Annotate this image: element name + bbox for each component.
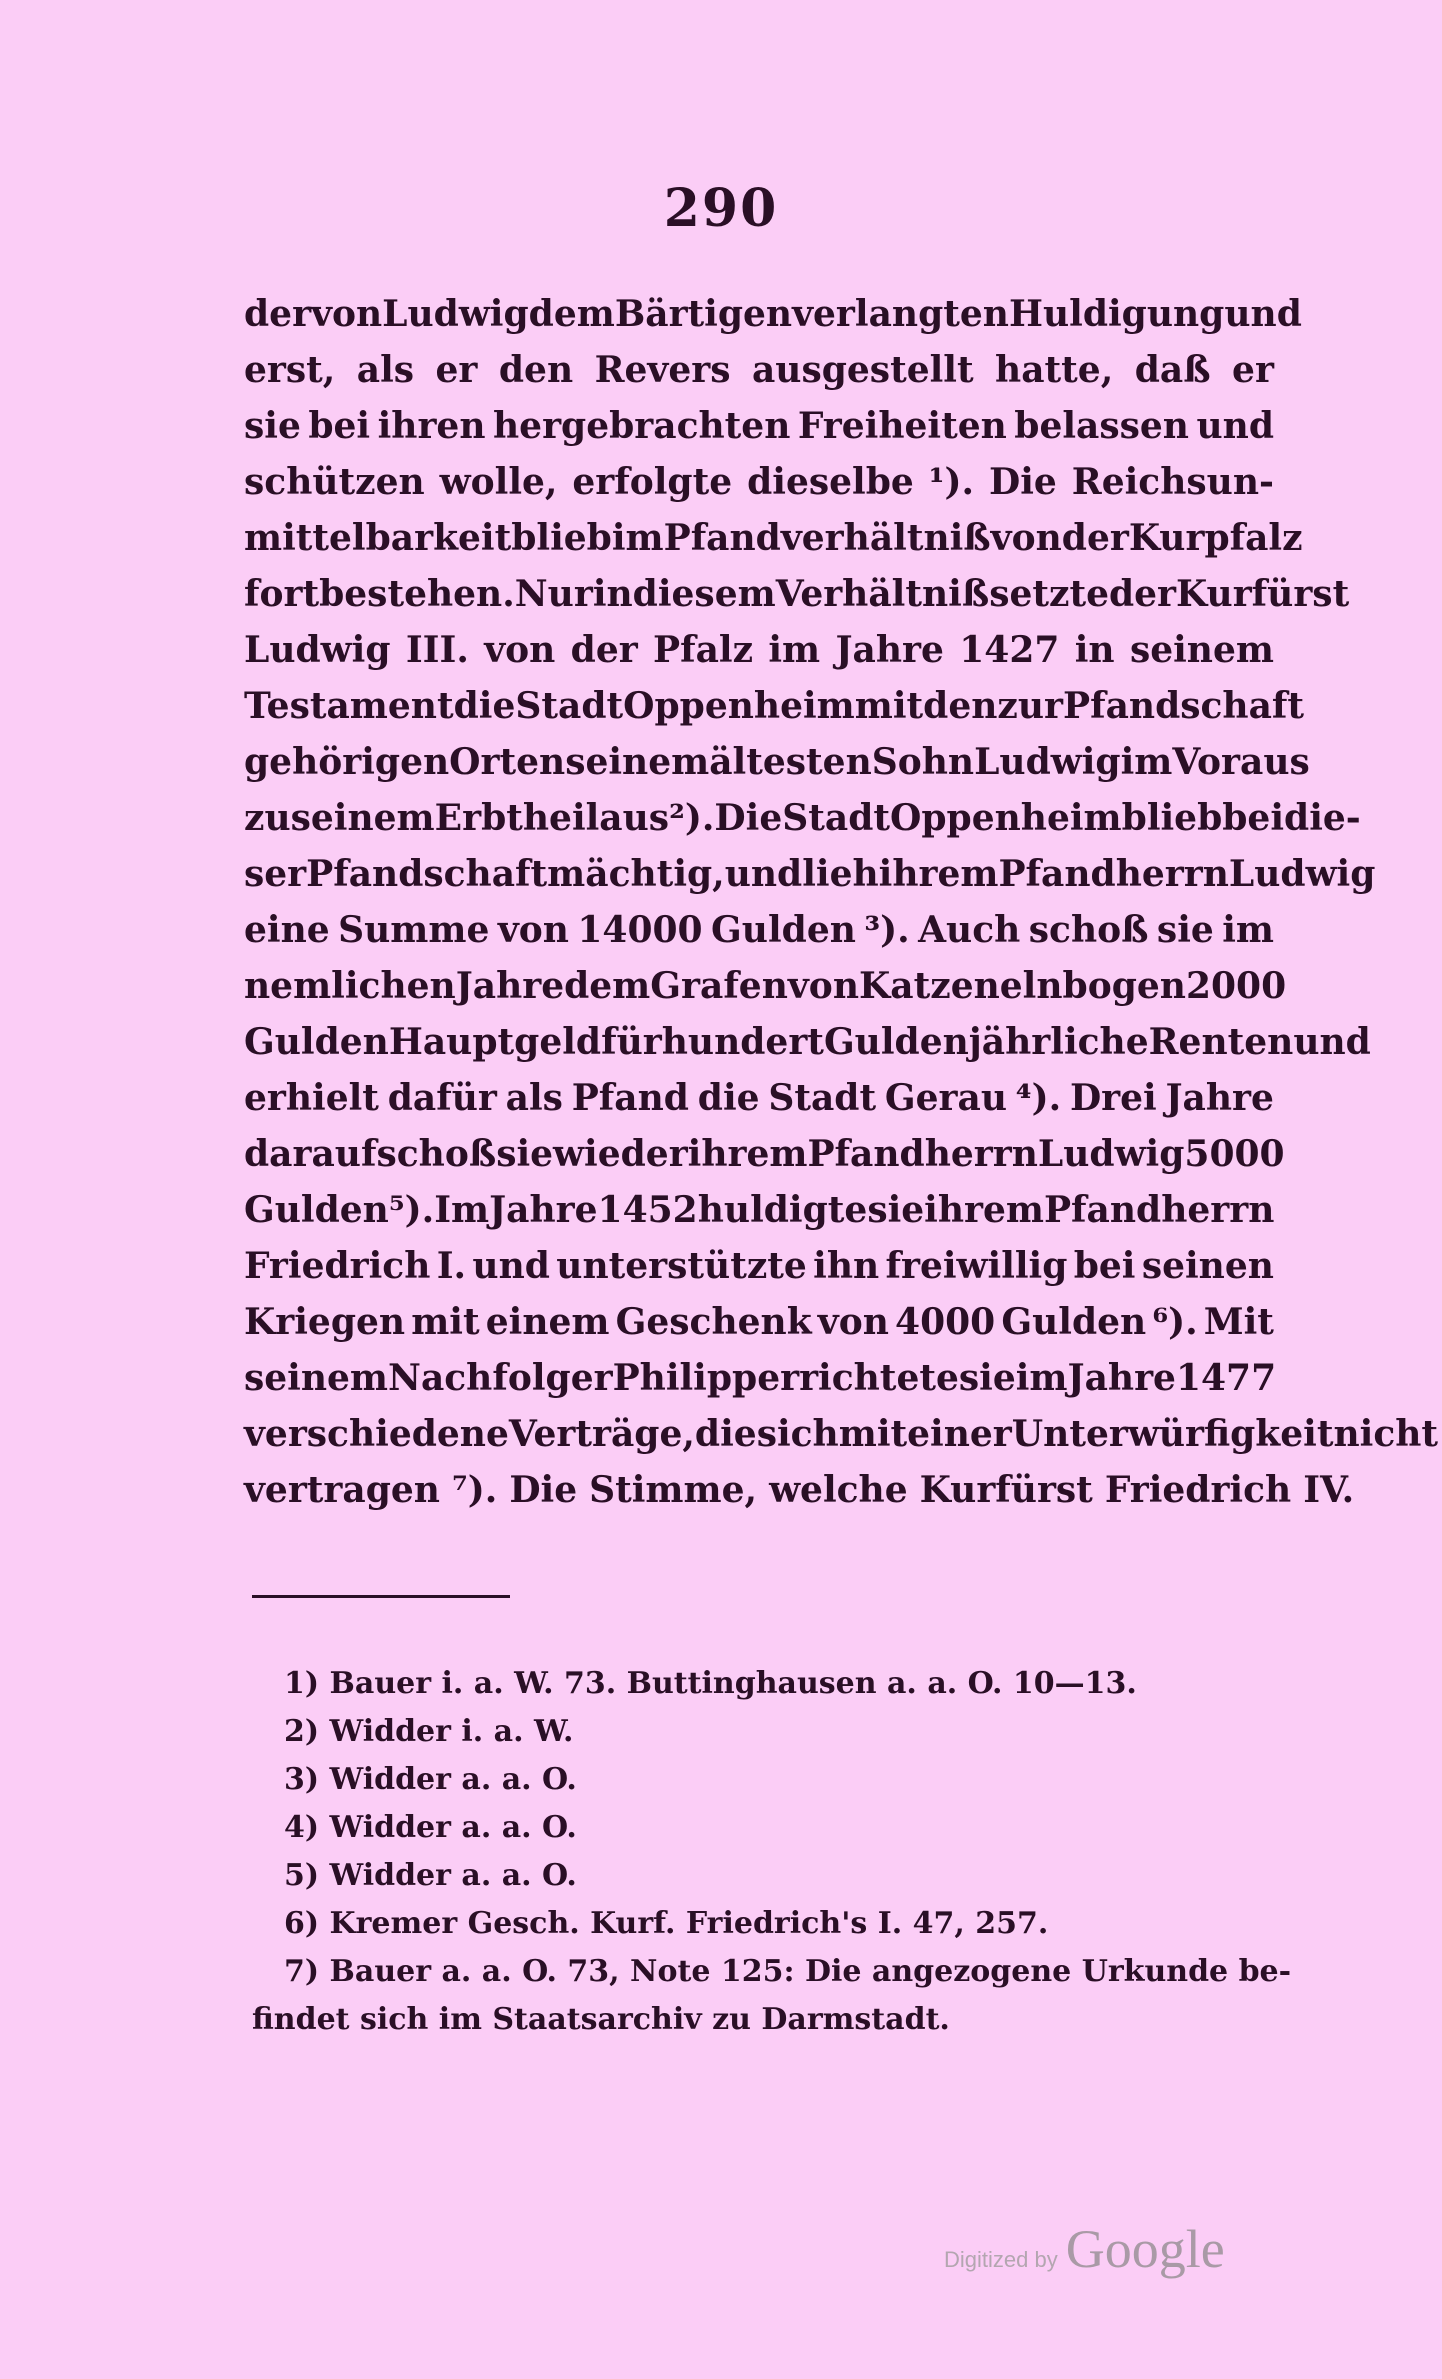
word: ⁷).	[451, 1469, 498, 1511]
word: Hauptgeld	[388, 1021, 602, 1063]
google-logo: Google	[1065, 2219, 1225, 2279]
footnote-text: Bauer a. a. O. 73, Note 125: Die angezogene Urkunde be-	[329, 1954, 1292, 1989]
word: ²).	[669, 797, 715, 839]
word: wolle,	[439, 461, 558, 503]
word: Nur	[514, 573, 593, 615]
footnote-mark: 7)	[284, 1954, 320, 1989]
word: Oppenheim	[623, 685, 855, 727]
word: mit	[854, 685, 924, 727]
footnote-text: Bauer i. a. W. 73. Buttinghausen a. a. O. 10—13.	[329, 1666, 1137, 1701]
word: Gerau	[884, 1077, 1008, 1119]
word: Im	[434, 1189, 490, 1231]
word: Pfand	[571, 1077, 689, 1119]
word: daß	[1134, 349, 1211, 391]
word: Reichsun-	[1071, 461, 1274, 503]
page-number: 290	[663, 178, 779, 239]
word: schoß	[1028, 909, 1149, 951]
word: sie	[958, 1357, 1016, 1399]
word: ihn	[813, 1245, 880, 1287]
word: Kurfürst	[919, 1469, 1093, 1511]
word: eine	[244, 909, 330, 951]
word: seinem	[290, 797, 435, 839]
word: sie	[1156, 909, 1214, 951]
word: hatte,	[995, 349, 1114, 391]
word: Verhältniß	[775, 573, 990, 615]
word: dem	[564, 965, 651, 1007]
text-line	[244, 902, 1274, 958]
digitized-by-label: Digitized by	[944, 2247, 1058, 2272]
word: von	[787, 965, 859, 1007]
text-line	[244, 1294, 1274, 1350]
word: hundert	[661, 1021, 824, 1063]
word: Renten	[1148, 1021, 1294, 1063]
word: blieb	[1121, 797, 1223, 839]
word: von	[817, 1301, 889, 1343]
body-text	[244, 286, 1439, 1518]
footnote	[284, 1804, 1274, 1852]
word: belassen	[1014, 405, 1189, 447]
footnote-mark: 4)	[284, 1810, 320, 1845]
word: erst,	[244, 349, 336, 391]
word: in	[1074, 629, 1115, 671]
word: Gulden	[244, 1189, 389, 1231]
word: Jahre	[1165, 1077, 1274, 1119]
word: Mit	[1203, 1301, 1274, 1343]
text-line	[244, 790, 1361, 846]
word: der	[1108, 573, 1177, 615]
word: setzte	[989, 573, 1109, 615]
word: von	[990, 517, 1062, 559]
word: verschiedene	[244, 1413, 509, 1455]
word: verlangten	[792, 293, 1009, 335]
footnote-text: Widder a. a. O.	[329, 1810, 577, 1845]
word: einem	[485, 1301, 610, 1343]
word: Ludwig	[382, 293, 529, 335]
word: ihrem	[924, 1189, 1044, 1231]
word: dafür	[387, 1077, 497, 1119]
text-line	[244, 958, 1287, 1014]
word: als	[505, 1077, 563, 1119]
footnote	[284, 1708, 1274, 1756]
word: Orten	[449, 741, 566, 783]
word: er	[435, 349, 478, 391]
word: Gulden	[244, 1021, 389, 1063]
word: die	[694, 1413, 757, 1455]
footnote	[284, 1852, 1274, 1900]
word: hergebrachten	[492, 405, 791, 447]
word: dem	[528, 293, 615, 335]
word: Voraus	[1172, 741, 1310, 783]
footnote	[284, 1900, 1274, 1948]
text-line	[244, 286, 1302, 342]
word: Pfandschaft	[306, 853, 548, 895]
word: seinen	[1141, 1245, 1274, 1287]
word: im	[1015, 1357, 1068, 1399]
footnote	[284, 1756, 1274, 1804]
word: 1477	[1175, 1357, 1277, 1399]
word: mit	[411, 1301, 480, 1343]
word: jährliche	[968, 1021, 1149, 1063]
word: errichtete	[757, 1357, 959, 1399]
word: und	[724, 853, 803, 895]
word: der	[570, 629, 638, 671]
word: seinem	[244, 1357, 389, 1399]
word: 5000	[1184, 1133, 1285, 1175]
word: der	[244, 293, 312, 335]
word: sie	[867, 1189, 925, 1231]
text-line	[244, 1070, 1274, 1126]
word: ¹).	[928, 461, 975, 503]
word: ⁵).	[388, 1189, 435, 1231]
word: Ludwig	[974, 741, 1121, 783]
text-line	[244, 1350, 1277, 1406]
word: sich	[756, 1413, 839, 1455]
text-line	[244, 1126, 1285, 1182]
word: schützen	[244, 461, 425, 503]
footnote	[284, 1660, 1274, 1708]
word: nemlichen	[244, 965, 456, 1007]
word: mittelbarkeit	[244, 517, 512, 559]
word: lieh	[802, 853, 879, 895]
word: Kurpfalz	[1128, 517, 1303, 559]
word: von	[497, 909, 569, 951]
text-line	[244, 1182, 1274, 1238]
word: aus	[599, 797, 670, 839]
word: 1452	[597, 1189, 698, 1231]
word: dieselbe	[747, 461, 914, 503]
word: als	[356, 349, 415, 391]
text-line	[244, 1406, 1439, 1462]
word: ausgestellt	[751, 349, 974, 391]
word: Gulden	[823, 1021, 969, 1063]
word: bei	[308, 405, 371, 447]
text-line	[244, 678, 1305, 734]
word: Verträge,	[508, 1413, 695, 1455]
word: ihrem	[878, 853, 999, 895]
footnote-text: Widder a. a. O.	[329, 1858, 577, 1893]
word: erfolgte	[572, 461, 733, 503]
word: Stimme,	[589, 1469, 758, 1511]
word: ihrem	[687, 1133, 808, 1175]
word: wieder	[553, 1133, 688, 1175]
text-line	[244, 398, 1274, 454]
word: Ludwig	[1228, 853, 1376, 895]
word: Auch	[918, 909, 1021, 951]
footnote-mark: 2)	[284, 1714, 320, 1749]
word: Stadt	[768, 1077, 877, 1119]
word: Revers	[594, 349, 731, 391]
word: IV.	[1303, 1469, 1355, 1511]
footnote-continuation: findet sich im Staatsarchiv zu Darmstadt.	[252, 2002, 950, 2037]
word: von	[484, 629, 556, 671]
footnote-mark: 3)	[284, 1762, 320, 1797]
word: Ludwig	[1037, 1133, 1185, 1175]
word: die	[453, 685, 516, 727]
text-line	[244, 566, 1350, 622]
word: Unterwürfigkeit	[1011, 1413, 1334, 1455]
word: Die	[714, 797, 783, 839]
word: Pfandherrn	[807, 1133, 1038, 1175]
word: und	[1293, 1021, 1371, 1063]
word: ihren	[377, 405, 486, 447]
word: mit	[838, 1413, 908, 1455]
word: I.	[436, 1245, 467, 1287]
word: Nachfolger	[388, 1357, 613, 1399]
digitized-by-google-watermark	[944, 2218, 1225, 2278]
word: ⁶).	[1152, 1301, 1198, 1343]
word: bei	[1073, 1245, 1136, 1287]
word: Stadt	[515, 685, 624, 727]
word: mächtig,	[547, 853, 725, 895]
word: Jahre	[1067, 1357, 1176, 1399]
word: 4000	[895, 1301, 996, 1343]
word: 14000	[577, 909, 703, 951]
word: nicht	[1333, 1413, 1439, 1455]
word: für	[601, 1021, 662, 1063]
word: Friedrich	[1104, 1469, 1292, 1511]
footnote-mark: 5)	[284, 1858, 320, 1893]
word: im	[611, 517, 664, 559]
word: und	[472, 1245, 550, 1287]
word: den	[923, 685, 998, 727]
word: ältesten	[709, 741, 872, 783]
word: Stadt	[782, 797, 890, 839]
word: unterstützte	[556, 1245, 807, 1287]
word: er	[1232, 349, 1274, 391]
word: diesem	[632, 573, 776, 615]
word: III.	[405, 629, 469, 671]
word: blieb	[511, 517, 612, 559]
text-line	[244, 454, 1274, 510]
word: im	[1120, 741, 1173, 783]
footnote-text: Kremer Gesch. Kurf. Friedrich's I. 47, 257.	[329, 1906, 1049, 1941]
word: 1427	[959, 629, 1060, 671]
word: den	[498, 349, 574, 391]
word: ser	[244, 853, 307, 895]
word: Die	[509, 1469, 578, 1511]
word: ³).	[864, 909, 910, 951]
word: Jahre	[489, 1189, 598, 1231]
word: freiwillig	[885, 1245, 1068, 1287]
word: einer	[907, 1413, 1012, 1455]
word: Jahre	[835, 629, 944, 671]
word: ⁴).	[1015, 1077, 1062, 1119]
word: zur	[997, 685, 1064, 727]
footnote-divider	[252, 1595, 510, 1598]
word: die	[697, 1077, 760, 1119]
word: und	[1196, 405, 1274, 447]
word: Geschenk	[615, 1301, 812, 1343]
word: Pfandherrn	[1043, 1189, 1275, 1231]
word: Kriegen	[244, 1301, 406, 1343]
word: Erbtheil	[434, 797, 600, 839]
text-line	[244, 734, 1310, 790]
word: darauf	[244, 1133, 377, 1175]
word: in	[592, 573, 633, 615]
word: seinem	[1129, 629, 1274, 671]
footnote-text: Widder a. a. O.	[329, 1762, 577, 1797]
word: 2000	[1185, 965, 1287, 1007]
footnote-mark: 6)	[284, 1906, 320, 1941]
word: Katzenelnbogen	[859, 965, 1186, 1007]
word: Ludwig	[244, 629, 391, 671]
footnote-mark: 1)	[284, 1666, 320, 1701]
text-line	[244, 1238, 1274, 1294]
word: Pfandschaft	[1063, 685, 1305, 727]
footnotes	[252, 1660, 1292, 2044]
text-line	[244, 510, 1303, 566]
word: vertragen	[244, 1469, 440, 1511]
word: bei	[1222, 797, 1285, 839]
word: huldigte	[697, 1189, 868, 1231]
word: Sohn	[871, 741, 975, 783]
word: Friedrich	[244, 1245, 431, 1287]
footnote	[284, 1948, 1292, 1996]
word: Die	[989, 461, 1057, 503]
word: Pfandverhältniß	[663, 517, 991, 559]
text-line	[244, 1014, 1371, 1070]
word: von	[311, 293, 383, 335]
word: Kurfürst	[1176, 573, 1350, 615]
word: Gulden	[711, 909, 856, 951]
word: die-	[1284, 797, 1361, 839]
word: Grafen	[650, 965, 788, 1007]
word: Drei	[1069, 1077, 1157, 1119]
word: gehörigen	[244, 741, 450, 783]
word: Summe	[338, 909, 490, 951]
word: Jahre	[455, 965, 565, 1007]
word: seinem	[565, 741, 710, 783]
text-line	[244, 622, 1274, 678]
text-line	[244, 846, 1376, 902]
word: Philipp	[612, 1357, 758, 1399]
footnote-text: Widder i. a. W.	[329, 1714, 574, 1749]
word: der	[1061, 517, 1129, 559]
word: sie	[496, 1133, 554, 1175]
word: Testament	[244, 685, 454, 727]
word: welche	[769, 1469, 908, 1511]
word: Pfandherrn	[998, 853, 1229, 895]
word: Freiheiten	[797, 405, 1007, 447]
word: Pfalz	[653, 629, 754, 671]
word: schoß	[376, 1133, 497, 1175]
text-line	[244, 342, 1274, 398]
word: Gulden	[1001, 1301, 1147, 1343]
word: zu	[244, 797, 291, 839]
word: im	[768, 629, 821, 671]
word: fortbestehen.	[244, 573, 515, 615]
word: Bärtigen	[614, 293, 793, 335]
text-line	[244, 1462, 1355, 1518]
word: und	[1224, 293, 1302, 335]
word: erhielt	[244, 1077, 379, 1119]
word: sie	[244, 405, 301, 447]
word: Oppenheim	[890, 797, 1122, 839]
word: Huldigung	[1008, 293, 1225, 335]
word: im	[1222, 909, 1274, 951]
